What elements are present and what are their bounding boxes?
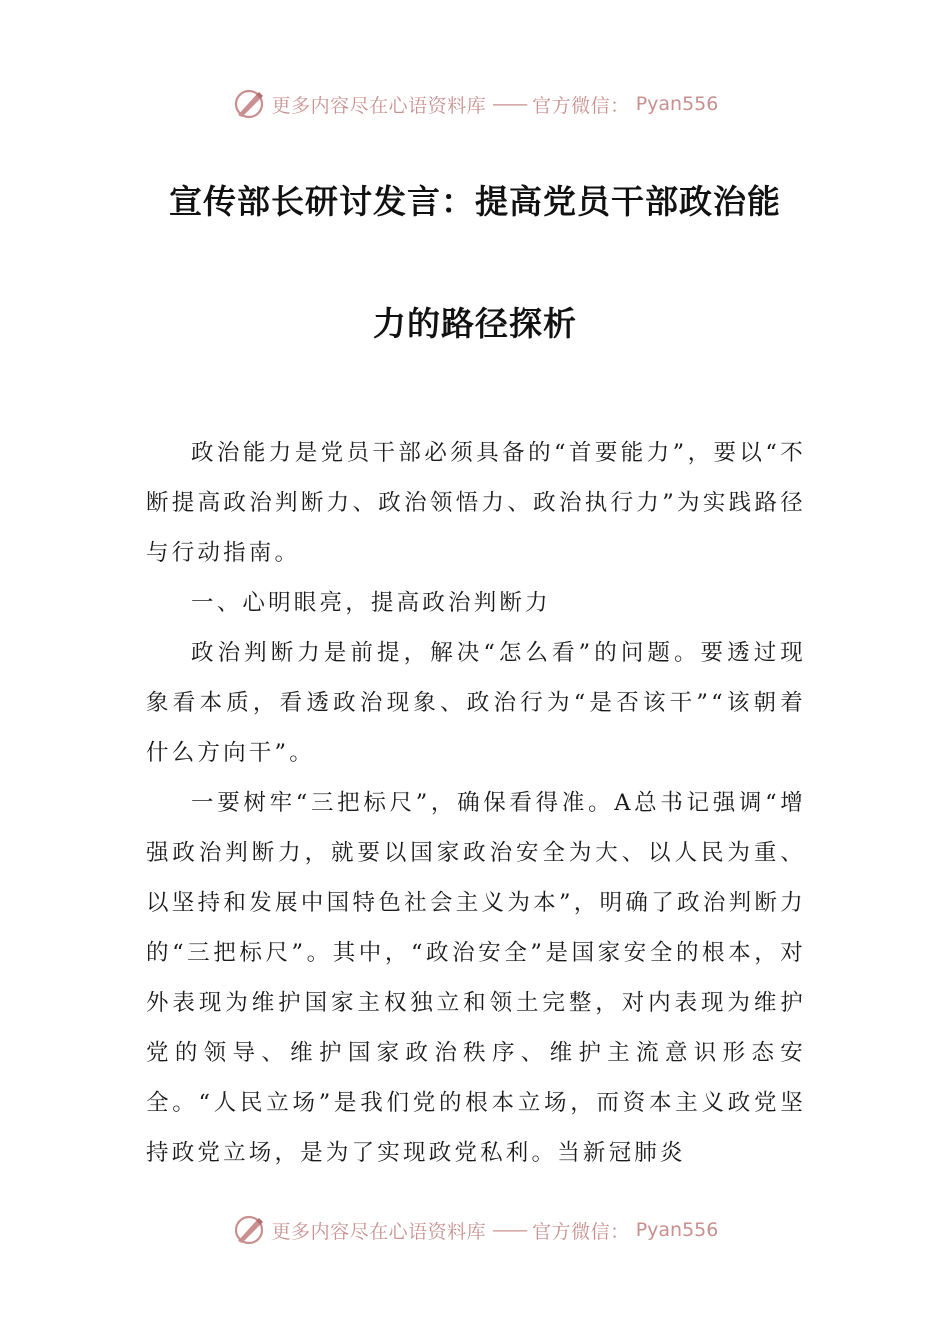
paragraph-three-standards: 一要树牢“三把标尺”，确保看得准。A总书记强调“增强政治判断力，就要以国家政治安全为大、以人民为重、以坚持和发展中国特色社会主义为本”，明确了政治判断力的“三把标尺”。其中，“政治安全”是国家安全的根本，对外表现为维护国家主权独立和领土完整，对内表现为维护党的领导、维护国家政治秩序、维护主流意识形态安全。“人民立场”是我们党的根本立场，而资本主义政党坚持政党立场，是为了实现政党私利。当新冠肺炎	[146, 790, 806, 1166]
watermark-handle: Pyan556	[635, 1219, 719, 1241]
paragraph-judgment: 政治判断力是前提，解决“怎么看”的问题。要透过现象看本质，看透政治现象、政治行为“是否该干”“该朝着什么方向干”。	[146, 640, 806, 766]
pen-logo-icon	[232, 87, 266, 121]
watermark-dash: ——	[492, 1219, 527, 1241]
document-title-line-1: 宣传部长研讨发言：提高党员干部政治能	[169, 182, 781, 221]
watermark-text: 更多内容尽在心语资料库	[271, 1220, 487, 1243]
watermark-contact: 官方微信：	[532, 1220, 630, 1243]
watermark-handle: Pyan556	[635, 93, 719, 115]
watermark-header	[0, 84, 950, 124]
watermark-footer	[0, 1210, 950, 1250]
section-heading-1: 一、心明眼亮，提高政治判断力	[191, 590, 551, 616]
document-title-line-2: 力的路径探析	[373, 304, 577, 343]
document-body	[146, 428, 806, 1178]
watermark-text: 更多内容尽在心语资料库	[271, 94, 487, 117]
pen-logo-icon	[232, 1213, 266, 1247]
watermark-dash: ——	[492, 93, 527, 115]
paragraph-intro: 政治能力是党员干部必须具备的“首要能力”，要以“不断提高政治判断力、政治领悟力、政治执行力”为实践路径与行动指南。	[146, 440, 806, 566]
watermark-contact: 官方微信：	[532, 94, 630, 117]
